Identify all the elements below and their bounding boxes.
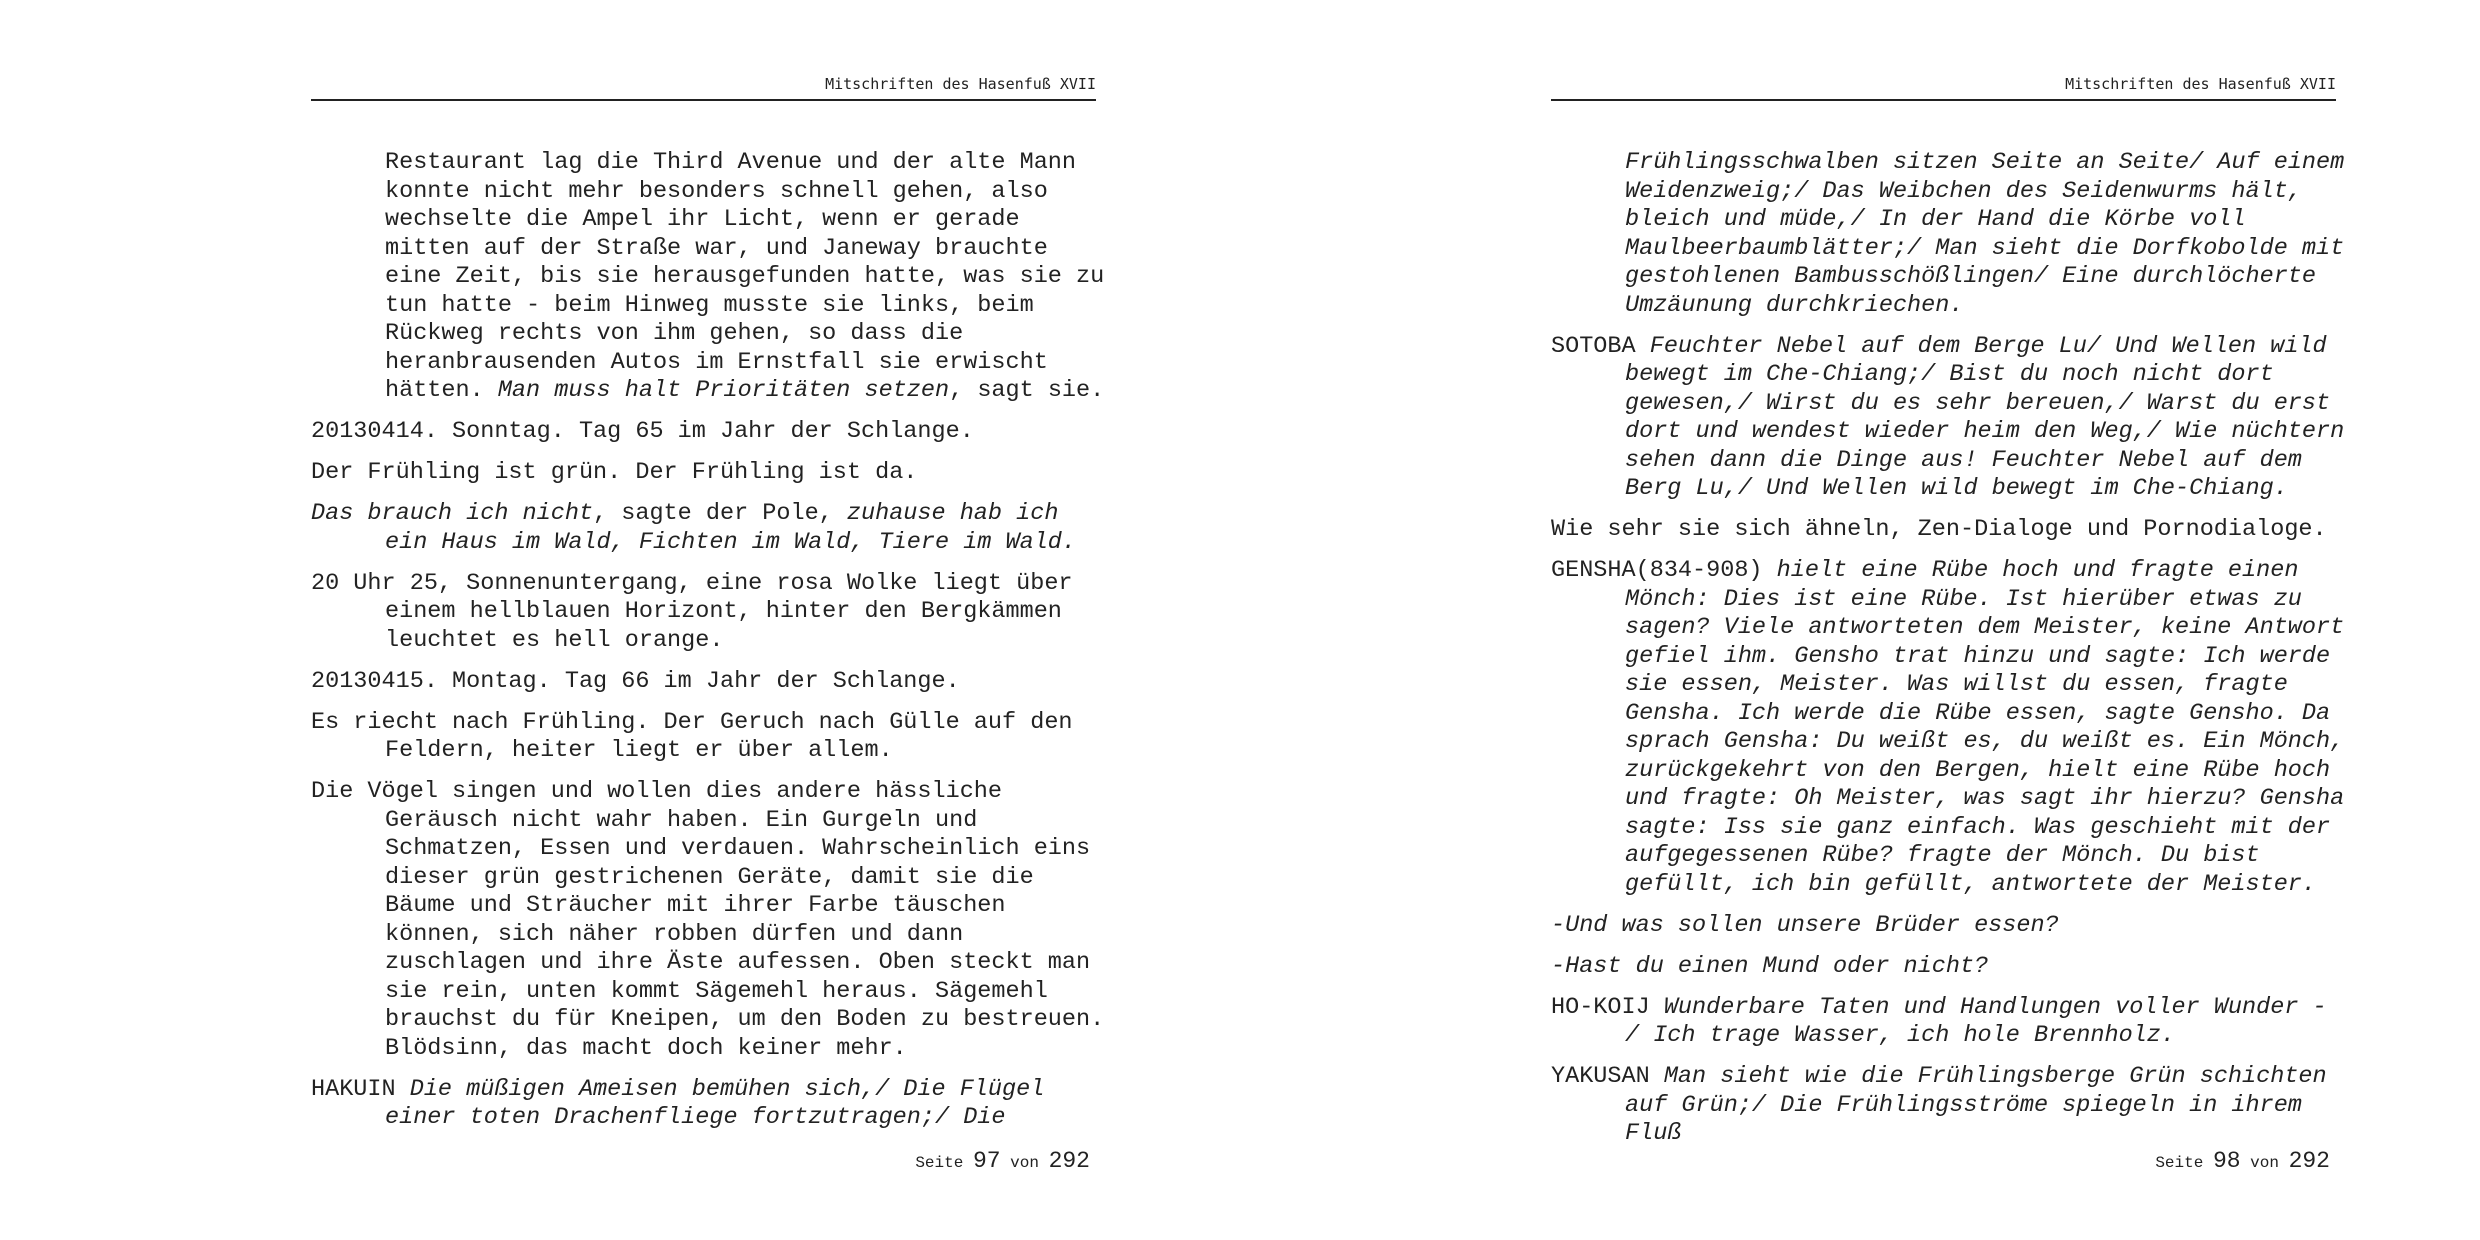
page-footer	[915, 1148, 1090, 1174]
text-run: Restaurant lag die Third Avenue und der alte Mann konnte nicht mehr besonders schnell gehen, also wechselte die Ampel ihr Licht, wenn er gerade mitten auf der Straße war, und Janeway brauchte eine Zeit, bis sie herausgefunden hatte, was sie zu tun hatte - beim Hinweg musste sie links, beim Rückweg rechts von ihm gehen, so dass die heranbrausenden Autos im Ernstfall sie erwischt hätten.	[385, 149, 1105, 404]
page-number: 97	[972, 1148, 1001, 1174]
page-total: 292	[2288, 1148, 2330, 1174]
italic-text: hielt eine Rübe hoch und fragte einen Mönch: Dies ist eine Rübe. Ist hierüber etwas zu sagen? Viele antworteten dem Meister, keine Antwort gefiel ihm. Gensho trat hinzu und sagte: Ich werde sie essen, Meister. Was willst du essen, fragte Gensha. Ich werde die Rübe essen, sagte Gensho. Da sprach Gensha: Du weißt es, du weißt es. Ein Mönch, zurückgekehrt von den Bergen, hielt eine Rübe hoch und fragte: Oh Meister, was sagt ihr hierzu? Gensha sagte: Iss sie ganz einfach. Was geschieht mit der aufgegessenen Rübe? fragte der Mönch. Du bist gefüllt, ich bin gefüllt, antwortete der Meister.	[1625, 557, 2345, 898]
italic-text: Die müßigen Ameisen bemühen sich,/ Die Flügel einer toten Drachenfliege fortzutragen;/ Die	[385, 1075, 1045, 1131]
italic-text: Das brauch ich nicht	[311, 500, 594, 527]
paragraph: 20130414. Sonntag. Tag 65 im Jahr der Schlange.	[311, 418, 974, 445]
text-run: , sagt sie.	[949, 377, 1105, 404]
paragraph	[311, 500, 1111, 557]
speaker-name: YAKUSAN	[1551, 1063, 1664, 1090]
page-body	[311, 149, 1111, 1145]
page-total: 292	[1048, 1148, 1090, 1174]
paragraph: Der Frühling ist grün. Der Frühling ist da.	[311, 459, 918, 486]
speaker-name: HO-KOIJ	[1551, 993, 1664, 1021]
running-header: Mitschriften des Hasenfuß XVII	[311, 73, 1096, 101]
footer-von: von	[1010, 1154, 1039, 1172]
paragraph: Wie sehr sie sich ähneln, Zen-Dialoge und Pornodialoge.	[1551, 516, 2327, 543]
speaker-name: GENSHA(834-908)	[1551, 557, 1777, 584]
paragraph: Die Vögel singen und wollen dies andere hässliche Geräusch nicht wahr haben. Ein Gurgeln und Schmatzen, Essen und verdauen. Wahrscheinlich eins dieser grün gestrichenen Geräte, damit sie die Bäume und Sträucher mit ihrer Farbe täuschen können, sich näher robben dürfen und dann zuschlagen und ihre Äste aufessen. Oben steckt man sie rein, unten kommt Sägemehl heraus. Sägemehl brauchst du für Kneipen, um den Boden zu bestreuen. Blödsinn, das macht doch keiner mehr.	[311, 778, 1105, 1062]
italic-text: Man muss halt Prioritäten setzen	[497, 377, 950, 404]
speaker-name: SOTOBA	[1551, 332, 1650, 360]
paragraph	[1551, 557, 2351, 899]
page-footer	[2155, 1148, 2330, 1174]
paragraph: Es riecht nach Frühling. Der Geruch nach Gülle auf den Feldern, heiter liegt er über allem.	[311, 708, 1073, 764]
right-page	[1240, 0, 2480, 1240]
italic-text: Man sieht wie die Frühlingsberge Grün schichten auf Grün;/ Die Frühlingsströme spiegeln in ihrem Fluß	[1625, 1063, 2327, 1147]
page-body	[1551, 149, 2351, 1161]
paragraph	[1551, 1063, 2351, 1149]
paragraph: Frühlingsschwalben sitzen Seite an Seite/ Auf einem Weidenzweig;/ Das Weibchen des Seidenwurms hält, bleich und müde,/ In der Hand die Körbe voll Maulbeerbaumblätter;/ Man sieht die Dorfkobolde mit gestohlenen Bambusschößlingen/ Eine durchlöcherte Umzäunung durchkriechen.	[1625, 149, 2345, 319]
paragraph	[1551, 994, 2351, 1051]
footer-label: Seite	[915, 1154, 964, 1172]
paragraph: -Und was sollen unsere Brüder essen?	[1551, 911, 2059, 939]
text-run: , sagte der Pole,	[593, 500, 847, 527]
footer-label: Seite	[2155, 1154, 2204, 1172]
italic-text: Feuchter Nebel auf dem Berge Lu/ Und Wellen wild bewegt im Che-Chiang;/ Bist du noch nicht dort gewesen,/ Wirst du es sehr bereuen,/ Warst du erst dort und wendest wieder heim den Weg,/ Wie nüchtern sehen dann die Dinge aus! Feuchter Nebel auf dem Berg Lu,/ Und Wellen wild bewegt im Che-Chiang.	[1625, 332, 2345, 502]
paragraph	[311, 149, 1111, 406]
italic-text: zuhause hab ich ein Haus im Wald, Fichten im Wald, Tiere im Wald.	[385, 500, 1077, 556]
paragraph: 20 Uhr 25, Sonnenuntergang, eine rosa Wolke liegt über einem hellblauen Horizont, hinter den Bergkämmen leuchtet es hell orange.	[311, 569, 1073, 654]
footer-von: von	[2250, 1154, 2279, 1172]
running-header: Mitschriften des Hasenfuß XVII	[1551, 73, 2336, 101]
page-number: 98	[2212, 1148, 2241, 1174]
paragraph: 20130415. Montag. Tag 66 im Jahr der Schlange.	[311, 667, 960, 695]
speaker-name: HAKUIN	[311, 1075, 410, 1103]
paragraph	[1551, 333, 2351, 504]
paragraph	[311, 1076, 1111, 1133]
italic-text: Wunderbare Taten und Handlungen voller Wunder - / Ich trage Wasser, ich hole Brennholz.	[1625, 993, 2327, 1049]
paragraph: -Hast du einen Mund oder nicht?	[1551, 952, 1989, 980]
